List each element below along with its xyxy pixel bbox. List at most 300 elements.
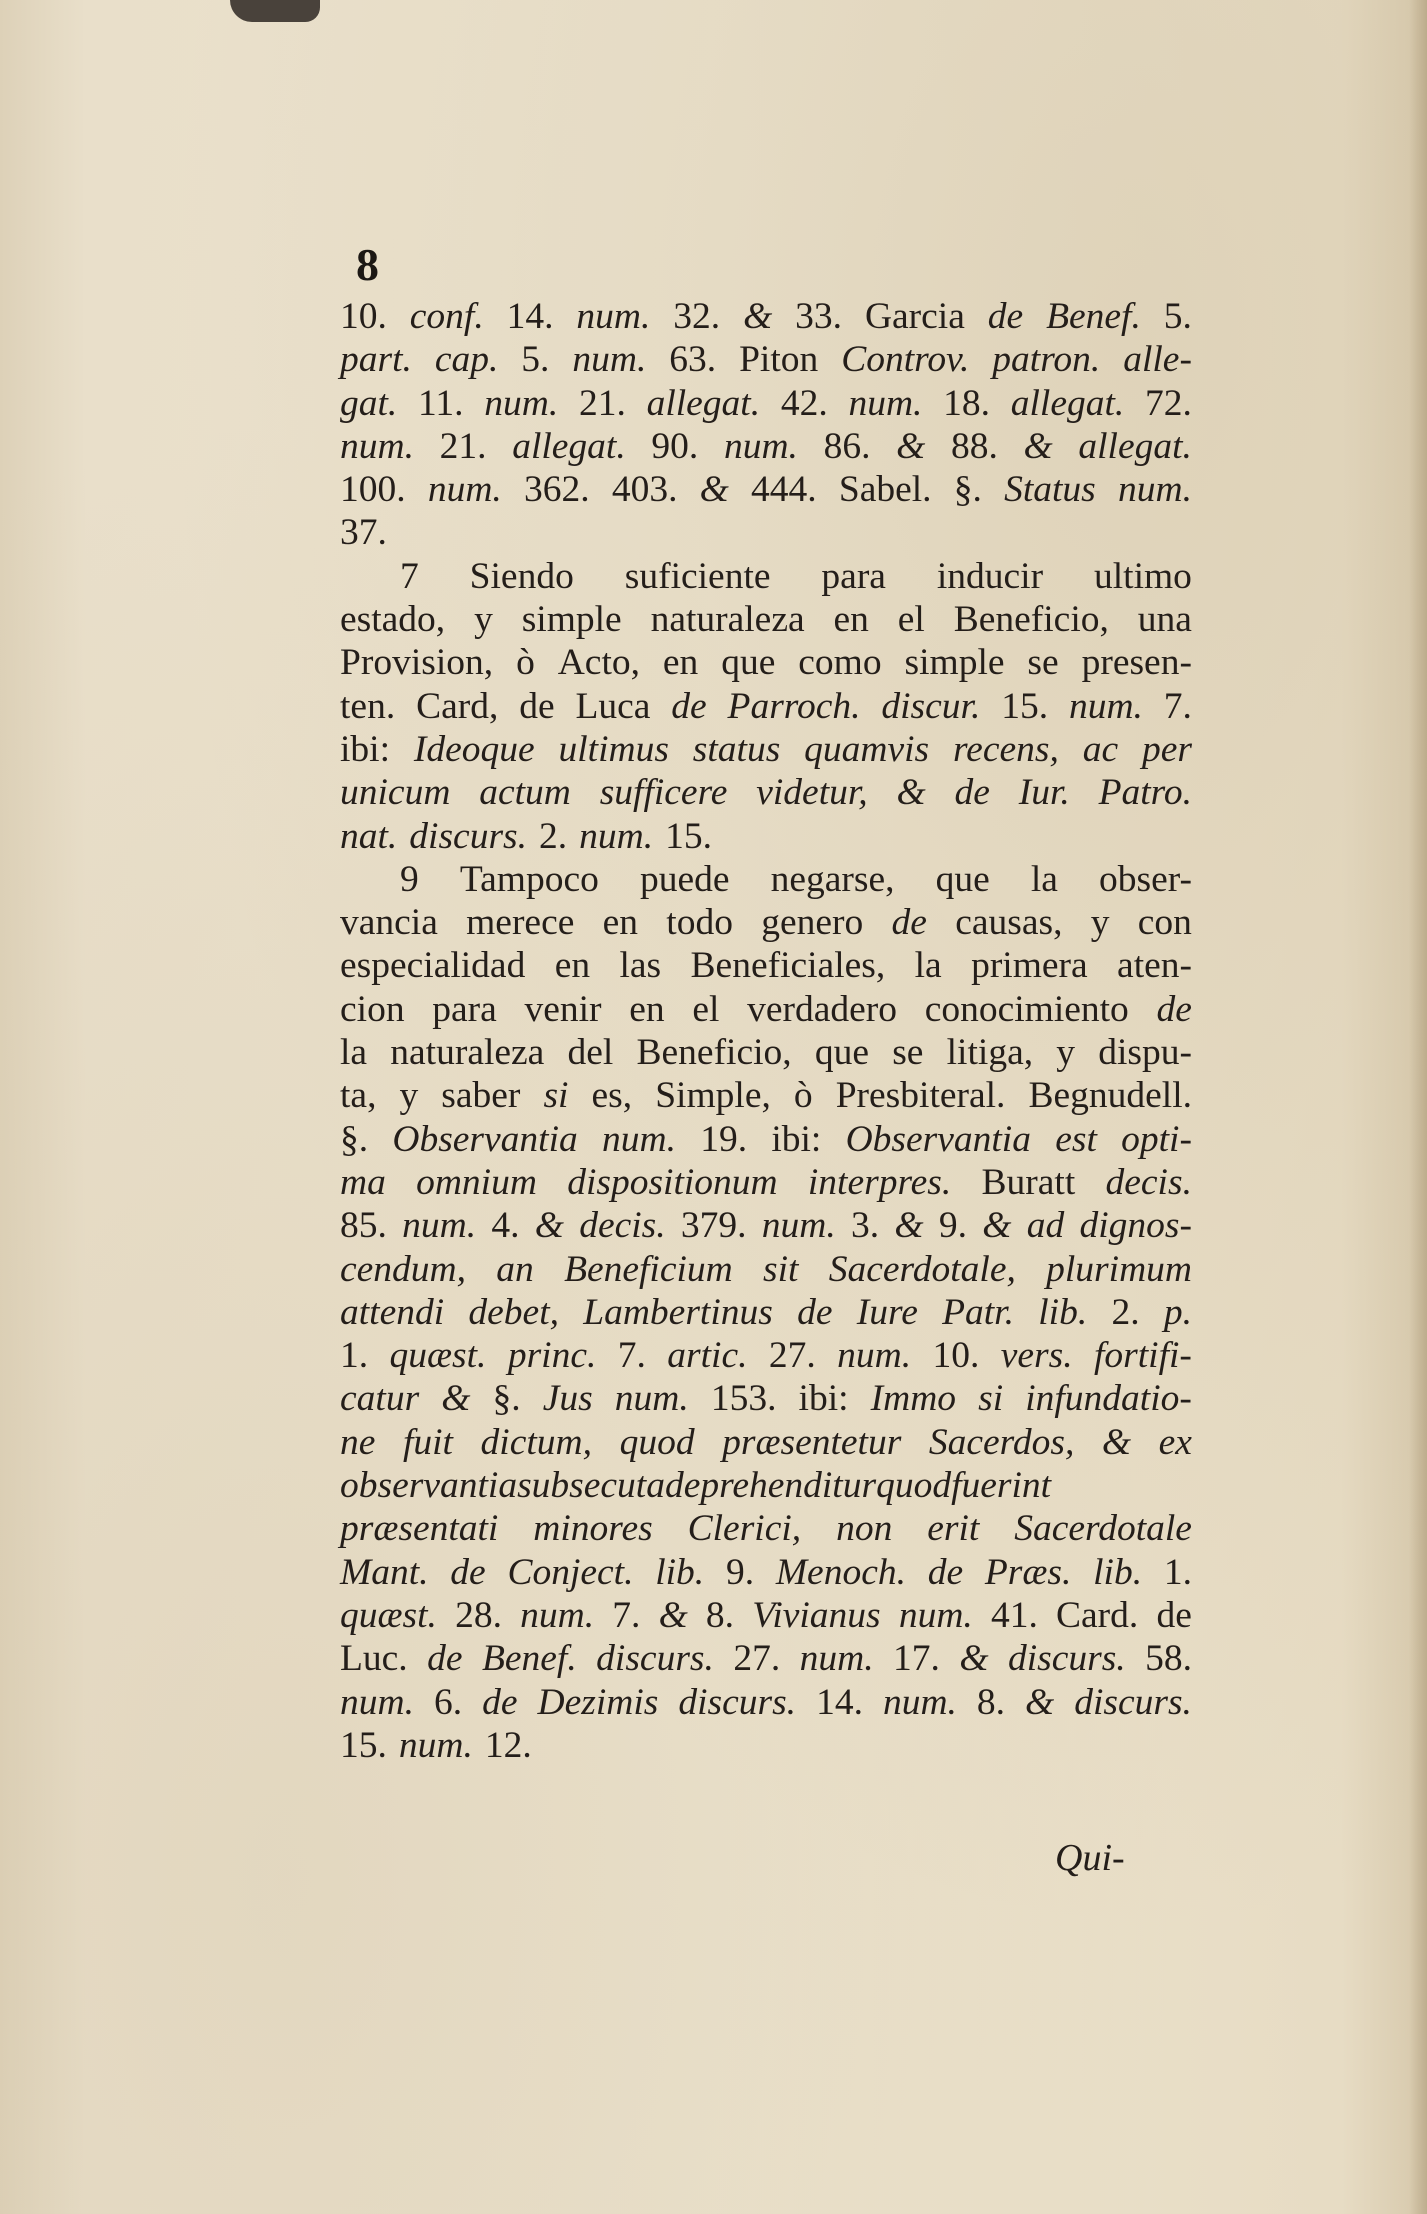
word: num. bbox=[402, 1205, 477, 1247]
word: 63. bbox=[669, 339, 717, 381]
word: alle- bbox=[1123, 339, 1192, 381]
word: Garcia bbox=[864, 296, 965, 337]
word: discurs. bbox=[1007, 1638, 1126, 1680]
text-line bbox=[340, 1594, 1192, 1637]
text-line bbox=[340, 685, 1192, 728]
word: Card. bbox=[1056, 1594, 1139, 1636]
word: num. bbox=[1117, 469, 1192, 511]
word: y bbox=[399, 1075, 419, 1117]
word: la bbox=[914, 945, 942, 987]
word: ma bbox=[340, 1161, 386, 1203]
word: 6. bbox=[433, 1681, 463, 1723]
word: & bbox=[699, 469, 729, 511]
word: lib. bbox=[1093, 1551, 1143, 1593]
word: merece bbox=[466, 902, 575, 944]
word: num. bbox=[427, 469, 502, 511]
text-line bbox=[340, 468, 1192, 511]
word: 88. bbox=[950, 425, 998, 467]
word: & bbox=[959, 1638, 989, 1680]
word: Sabel. bbox=[838, 469, 932, 511]
word: 28. bbox=[455, 1594, 502, 1636]
word: Dezimis bbox=[537, 1681, 659, 1723]
word: deprehenditur bbox=[664, 1465, 877, 1507]
word: 21. bbox=[578, 382, 626, 424]
word: cendum, bbox=[340, 1248, 466, 1290]
word: 42. bbox=[780, 382, 828, 424]
word: Beneficio, bbox=[636, 1032, 792, 1074]
word: ò bbox=[793, 1075, 813, 1117]
word: 8. bbox=[976, 1681, 1006, 1723]
word: 4. bbox=[491, 1205, 520, 1247]
word: 41. bbox=[990, 1594, 1038, 1636]
word: & bbox=[982, 1205, 1012, 1247]
word: Benef. bbox=[481, 1638, 577, 1680]
word: Conject. bbox=[507, 1551, 634, 1593]
word: plurimum bbox=[1046, 1248, 1192, 1290]
text-line bbox=[340, 425, 1192, 468]
word: Patr. bbox=[942, 1291, 1014, 1333]
word: la bbox=[1030, 858, 1058, 900]
word: las bbox=[619, 945, 662, 987]
word: quod bbox=[619, 1421, 695, 1463]
word: p. bbox=[1163, 1291, 1192, 1333]
word: num. bbox=[1068, 685, 1143, 727]
word: Sacerdos, bbox=[928, 1421, 1075, 1463]
word: Beneficio, bbox=[953, 599, 1109, 641]
word: si bbox=[543, 1075, 569, 1117]
word: nat. bbox=[340, 815, 398, 857]
word: 21. bbox=[439, 425, 487, 467]
word: discurs. bbox=[1074, 1681, 1192, 1723]
word: patron. bbox=[992, 339, 1101, 381]
text-line bbox=[340, 815, 1192, 858]
word: fuit bbox=[402, 1421, 453, 1463]
text-line bbox=[340, 1031, 1192, 1074]
text-line bbox=[340, 1334, 1192, 1377]
word: la bbox=[340, 1032, 368, 1074]
word: 7. bbox=[617, 1335, 646, 1377]
word: & bbox=[1023, 425, 1053, 467]
word: que bbox=[814, 1032, 870, 1074]
word: 86. bbox=[823, 425, 871, 467]
word: num. bbox=[848, 382, 923, 424]
word: Tampoco bbox=[459, 858, 599, 900]
word: simple bbox=[521, 599, 622, 641]
word: de bbox=[519, 685, 555, 727]
word: allegat. bbox=[1010, 382, 1125, 424]
word: discurs. bbox=[596, 1638, 714, 1680]
word: num. bbox=[398, 1724, 473, 1766]
text-line bbox=[340, 1637, 1192, 1680]
word: de bbox=[450, 1551, 486, 1593]
word: 100. bbox=[340, 469, 406, 511]
word: videtur, bbox=[756, 772, 868, 814]
word: ultimus bbox=[558, 728, 669, 770]
word: se bbox=[892, 1032, 924, 1074]
word: unicum bbox=[340, 772, 451, 814]
word: 17. bbox=[893, 1638, 940, 1680]
word: num. bbox=[882, 1681, 957, 1723]
word: ultimo bbox=[1094, 555, 1192, 597]
text-line bbox=[340, 511, 1192, 554]
word: ad bbox=[1026, 1205, 1065, 1247]
word: que bbox=[721, 642, 776, 684]
word: Siendo bbox=[469, 555, 574, 597]
word: obser- bbox=[1098, 858, 1192, 900]
text-line bbox=[340, 1118, 1192, 1161]
word: 2. bbox=[1111, 1291, 1140, 1333]
word: §. bbox=[340, 1118, 369, 1160]
word: 11. bbox=[418, 382, 464, 424]
word: quæst. bbox=[340, 1594, 437, 1636]
word: 3. bbox=[851, 1205, 880, 1247]
word: inducir bbox=[936, 555, 1044, 597]
word: 72. bbox=[1145, 382, 1192, 424]
word: en bbox=[554, 945, 591, 987]
word: Ideoque bbox=[413, 728, 535, 770]
word: est bbox=[1055, 1118, 1097, 1160]
word: opti- bbox=[1121, 1118, 1192, 1160]
word: num. bbox=[898, 1594, 973, 1636]
word: si bbox=[978, 1378, 1004, 1420]
word: præsentati bbox=[340, 1508, 499, 1550]
word: 27. bbox=[733, 1638, 781, 1680]
word: status bbox=[692, 728, 781, 770]
word: 33. bbox=[795, 296, 843, 337]
word: 9. bbox=[938, 1205, 967, 1247]
word: naturaleza bbox=[390, 1032, 545, 1074]
word: como bbox=[798, 642, 882, 684]
word: & bbox=[658, 1594, 688, 1636]
word: minores bbox=[533, 1508, 653, 1550]
text-line bbox=[340, 1551, 1192, 1594]
word: puede bbox=[639, 858, 730, 900]
word: Clerici, bbox=[687, 1508, 802, 1550]
word: quæst. bbox=[389, 1335, 487, 1377]
word: en bbox=[662, 642, 699, 684]
word: Piton bbox=[739, 339, 819, 381]
word: gat. bbox=[340, 382, 398, 424]
word: & bbox=[743, 296, 773, 337]
text-line bbox=[340, 295, 1192, 338]
word: una bbox=[1137, 599, 1192, 641]
word: de bbox=[987, 296, 1024, 337]
word: el bbox=[692, 988, 720, 1030]
text-line bbox=[340, 1681, 1192, 1724]
word: ibi: bbox=[771, 1118, 822, 1160]
word: 15. bbox=[340, 1724, 387, 1766]
word: allegat. bbox=[1078, 425, 1192, 467]
word: sit bbox=[763, 1248, 799, 1290]
word: interpres. bbox=[807, 1161, 952, 1203]
word: Luc. bbox=[340, 1638, 408, 1680]
word: Luca bbox=[575, 685, 651, 727]
word: Observantia bbox=[392, 1118, 578, 1160]
word: 10. bbox=[340, 296, 387, 337]
word: ex bbox=[1158, 1421, 1192, 1463]
text-line bbox=[340, 1377, 1192, 1420]
word: Presbiteral. bbox=[835, 1075, 1006, 1117]
text-line bbox=[340, 728, 1192, 771]
word: 2. bbox=[539, 815, 568, 857]
page-edge-shadow bbox=[1409, 0, 1427, 2214]
word: Lambertinus bbox=[583, 1291, 773, 1333]
word: catur bbox=[340, 1378, 420, 1420]
word: saber bbox=[441, 1075, 521, 1117]
text-line bbox=[340, 1248, 1192, 1291]
word: 5. bbox=[1163, 296, 1192, 337]
word: y bbox=[1056, 1032, 1076, 1074]
word: & bbox=[441, 1378, 471, 1420]
word: Præs. bbox=[984, 1551, 1072, 1593]
text-line bbox=[340, 771, 1192, 814]
word: non bbox=[836, 1508, 893, 1550]
word: num. bbox=[572, 339, 647, 381]
word: Iur. bbox=[1018, 772, 1070, 814]
word: y bbox=[474, 599, 493, 641]
word: primera bbox=[971, 945, 1088, 987]
word: num. bbox=[799, 1638, 874, 1680]
word: num. bbox=[614, 1378, 689, 1420]
word: presen- bbox=[1081, 642, 1192, 684]
word: part. bbox=[340, 339, 412, 381]
text-line bbox=[340, 988, 1192, 1031]
text-line bbox=[340, 1161, 1192, 1204]
word: 12. bbox=[484, 1724, 532, 1766]
word: & bbox=[896, 425, 926, 467]
text-line bbox=[340, 1074, 1192, 1117]
word: debet, bbox=[468, 1291, 559, 1333]
word: num. bbox=[520, 1594, 595, 1636]
word: de bbox=[927, 1551, 964, 1593]
word: en bbox=[602, 902, 639, 944]
word: estado, bbox=[340, 599, 446, 641]
word: præsentetur bbox=[722, 1421, 902, 1463]
ink-stain bbox=[230, 0, 320, 22]
word: Mant. bbox=[340, 1551, 429, 1593]
word: de bbox=[1156, 1594, 1192, 1636]
word: ò bbox=[516, 642, 535, 684]
word: & bbox=[896, 772, 926, 814]
word: de bbox=[427, 1638, 463, 1680]
word: num. bbox=[602, 1118, 676, 1160]
word: para bbox=[432, 988, 497, 1030]
word: aten- bbox=[1117, 945, 1192, 987]
word: num. bbox=[340, 1681, 414, 1723]
word: Iure bbox=[856, 1291, 918, 1333]
word: fortifi- bbox=[1094, 1335, 1192, 1377]
word: Sacerdotale bbox=[1014, 1508, 1192, 1550]
word: es, bbox=[591, 1075, 633, 1117]
word: en bbox=[833, 599, 869, 641]
word: conf. bbox=[409, 296, 484, 337]
word: se bbox=[1027, 642, 1059, 684]
word: 19. bbox=[700, 1118, 748, 1160]
word: Vivianus bbox=[752, 1594, 881, 1636]
word: actum bbox=[479, 772, 571, 814]
word: allegat. bbox=[512, 425, 626, 467]
word: dictum, bbox=[480, 1421, 592, 1463]
word: num. bbox=[723, 425, 798, 467]
word: de bbox=[671, 685, 707, 727]
word: venir bbox=[524, 988, 602, 1030]
word: decis. bbox=[1105, 1161, 1192, 1203]
word: simple bbox=[904, 642, 1005, 684]
text-line bbox=[340, 382, 1192, 425]
word: num. bbox=[576, 296, 651, 337]
word: 9. bbox=[725, 1551, 755, 1593]
text-line bbox=[340, 1421, 1192, 1464]
word: conocimiento bbox=[924, 988, 1129, 1030]
word: Sacerdotale, bbox=[828, 1248, 1016, 1290]
word: de bbox=[482, 1681, 518, 1723]
word: an bbox=[496, 1248, 534, 1290]
text-line bbox=[340, 598, 1192, 641]
text-line bbox=[340, 1507, 1192, 1550]
word: 7. bbox=[612, 1594, 641, 1636]
word: 8. bbox=[705, 1594, 735, 1636]
word: 444. bbox=[751, 469, 817, 511]
word: cap. bbox=[434, 339, 499, 381]
word: & bbox=[1101, 1421, 1132, 1463]
word: Card, bbox=[416, 685, 499, 727]
text-line bbox=[340, 1291, 1192, 1334]
word: de bbox=[797, 1291, 833, 1333]
word: Jus bbox=[542, 1378, 593, 1420]
word: artic. bbox=[667, 1335, 748, 1377]
word: 15. bbox=[1001, 685, 1049, 727]
text-line bbox=[340, 1724, 1192, 1767]
word: Parroch. bbox=[727, 685, 861, 727]
word: & bbox=[894, 1205, 924, 1247]
word: suficiente bbox=[624, 555, 771, 597]
text-line bbox=[340, 641, 1192, 684]
word: en bbox=[629, 988, 665, 1030]
text-line bbox=[340, 901, 1192, 944]
word: allegat. bbox=[646, 382, 761, 424]
word: Acto, bbox=[557, 642, 640, 684]
word: todo bbox=[666, 902, 733, 944]
word: princ. bbox=[507, 1335, 597, 1377]
word: 14. bbox=[816, 1681, 863, 1723]
word: ac bbox=[1082, 728, 1119, 770]
word: attendi bbox=[340, 1291, 445, 1333]
word: el bbox=[897, 599, 925, 641]
word: discur. bbox=[881, 685, 981, 727]
word: Observantia bbox=[845, 1118, 1031, 1160]
text-line bbox=[340, 858, 1192, 901]
word: ta, bbox=[340, 1075, 377, 1117]
word: Beneficium bbox=[564, 1248, 733, 1290]
word: lib. bbox=[655, 1551, 705, 1593]
word: 10. bbox=[932, 1335, 980, 1377]
word: vancia bbox=[340, 902, 438, 944]
word: 14. bbox=[506, 296, 554, 337]
word: 27. bbox=[768, 1335, 816, 1377]
word: Menoch. bbox=[775, 1551, 906, 1593]
word: & bbox=[534, 1205, 564, 1247]
word: discurs. bbox=[678, 1681, 797, 1723]
word: 153. bbox=[710, 1378, 777, 1420]
text-line bbox=[340, 944, 1192, 987]
word: con bbox=[1137, 902, 1192, 944]
word: Benef. bbox=[1046, 296, 1141, 337]
word: erit bbox=[927, 1508, 980, 1550]
word: Controv. bbox=[841, 339, 970, 381]
word: 58. bbox=[1145, 1638, 1192, 1680]
word: 1. bbox=[1163, 1551, 1192, 1593]
word: quamvis bbox=[804, 728, 930, 770]
word: causas, bbox=[955, 902, 1063, 944]
word: cion bbox=[340, 988, 405, 1030]
word: 403. bbox=[611, 469, 678, 511]
word: num. bbox=[340, 425, 414, 467]
word: Begnudell. bbox=[1028, 1075, 1192, 1117]
text-line bbox=[340, 555, 1192, 598]
word: verdadero bbox=[747, 988, 898, 1030]
text-line bbox=[340, 1204, 1192, 1247]
text-line bbox=[340, 338, 1192, 381]
word: discurs. bbox=[409, 815, 528, 857]
word: §. bbox=[492, 1378, 521, 1420]
word: ten. bbox=[340, 685, 396, 727]
word: negarse, bbox=[770, 858, 895, 900]
word: 15. bbox=[665, 815, 712, 857]
word: litiga, bbox=[946, 1032, 1034, 1074]
word: Status bbox=[1004, 469, 1096, 511]
word: de bbox=[891, 902, 927, 944]
word: 32. bbox=[673, 296, 721, 337]
word: recens, bbox=[952, 728, 1059, 770]
word: 379. bbox=[680, 1205, 747, 1247]
word: para bbox=[821, 555, 886, 597]
word: vers. bbox=[1000, 1335, 1073, 1377]
word: 7. bbox=[1163, 685, 1192, 727]
word: de bbox=[954, 772, 990, 814]
word: ne bbox=[340, 1421, 376, 1463]
word: genero bbox=[761, 902, 864, 944]
text-line bbox=[340, 1464, 1192, 1507]
word: num. bbox=[579, 815, 654, 857]
word: lib. bbox=[1038, 1291, 1088, 1333]
word: dignos- bbox=[1079, 1205, 1192, 1247]
word: del bbox=[567, 1032, 614, 1074]
word: Provision, bbox=[340, 642, 494, 684]
word: 5. bbox=[521, 339, 550, 381]
word: y bbox=[1090, 902, 1110, 944]
word: naturaleza bbox=[650, 599, 805, 641]
word: 362. bbox=[524, 469, 590, 511]
body-text bbox=[340, 295, 1192, 1767]
word: sufficere bbox=[599, 772, 728, 814]
word: num. bbox=[761, 1205, 836, 1247]
word: que bbox=[935, 858, 990, 900]
word: Beneficiales, bbox=[690, 945, 886, 987]
word: num. bbox=[837, 1335, 912, 1377]
word: de bbox=[1156, 988, 1192, 1030]
word: 90. bbox=[651, 425, 699, 467]
word: 1. bbox=[340, 1335, 369, 1377]
word: quod bbox=[876, 1465, 952, 1507]
word: per bbox=[1141, 728, 1192, 770]
word: subsecuta bbox=[517, 1465, 665, 1507]
word: ibi: bbox=[798, 1378, 849, 1420]
word: 9 bbox=[400, 858, 419, 900]
word: fuerint bbox=[951, 1465, 1052, 1507]
word: dispu- bbox=[1098, 1032, 1192, 1074]
word: decis. bbox=[579, 1205, 666, 1247]
catchword: Qui- bbox=[1055, 1837, 1125, 1879]
